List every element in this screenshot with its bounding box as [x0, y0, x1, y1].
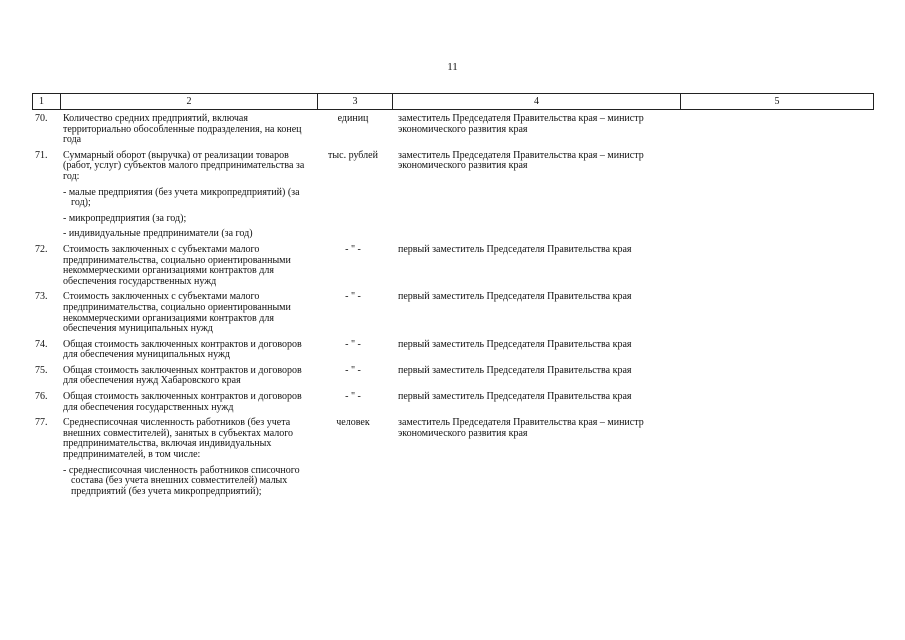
table-row — [32, 114, 874, 146]
table-row — [32, 366, 874, 387]
unit-of-measure: тыс. рублей — [328, 149, 378, 161]
indicator-name: Общая стоимость заключенных контрактов и договоров для обеспечения государственных нужд — [63, 391, 302, 413]
sub-item: - индивидуальные предприниматели (за год) — [63, 228, 253, 240]
indicator-name: Общая стоимость заключенных контрактов и договоров для обеспечения муниципальных нужд — [63, 338, 302, 361]
unit-of-measure: - " - — [345, 291, 361, 303]
responsible-official: заместитель Председателя Правительства края – министр экономического развития края — [398, 113, 644, 135]
table-body — [32, 114, 874, 502]
indicator-name: Стоимость заключенных с субъектами малого предпринимательства, социально ориентированными некоммерческими организациями контрактов для обеспечения муниципальных нужд — [63, 291, 291, 335]
unit-of-measure: - " - — [345, 364, 361, 376]
table-header — [32, 93, 874, 110]
indicator-name: Суммарный оборот (выручка) от реализации товаров (работ, услуг) субъектов малого предпринимательства за год: — [63, 149, 305, 182]
indicator-name: Среднесписочная численность работников (без учета внешних совместителей), занятых в субъектах малого предпринимательства, включая индивидуальных предпринимателей, в том числе: — [63, 417, 294, 461]
responsible-official: заместитель Председателя Правительства края – министр экономического развития края — [398, 417, 644, 439]
header-col-4: 4 — [392, 94, 680, 109]
indicator-name: Общая стоимость заключенных контрактов и договоров для обеспечения нужд Хабаровского края — [63, 364, 302, 387]
table-row — [32, 245, 874, 287]
table-row — [32, 292, 874, 334]
row-number: 73. — [35, 291, 48, 303]
header-col-3: 3 — [317, 94, 392, 109]
unit-of-measure: - " - — [345, 391, 361, 403]
table-row — [32, 340, 874, 361]
table-row — [32, 151, 874, 183]
row-number: 77. — [35, 417, 48, 429]
responsible-official: первый заместитель Председателя Правительства края — [398, 338, 632, 350]
sub-item: - малые предприятия (без учета микропредприятий) (за год); — [63, 186, 300, 209]
table-row — [32, 418, 874, 460]
indicator-name: Стоимость заключенных с субъектами малого предпринимательства, социально ориентированными некоммерческими организациями контрактов для обеспечения государственных нужд — [63, 243, 291, 287]
row-number: 74. — [35, 338, 48, 350]
responsible-official: заместитель Председателя Правительства края – министр экономического развития края — [398, 149, 644, 172]
sub-item: - микропредприятия (за год); — [63, 212, 187, 224]
row-number: 71. — [35, 149, 48, 161]
unit-of-measure: человек — [336, 417, 370, 429]
header-col-2: 2 — [60, 94, 317, 109]
unit-of-measure: - " - — [345, 338, 361, 350]
responsible-official: первый заместитель Председателя Правительства края — [398, 243, 632, 255]
row-number: 76. — [35, 391, 48, 403]
row-number: 72. — [35, 243, 48, 255]
sub-item-row — [32, 229, 874, 240]
row-number: 75. — [35, 364, 48, 376]
sub-item-row — [32, 466, 874, 498]
header-col-5: 5 — [680, 94, 874, 109]
indicator-name: Количество средних предприятий, включая территориально обособленные подразделения, на конец года — [63, 113, 302, 146]
responsible-official: первый заместитель Председателя Правительства края — [398, 291, 632, 303]
table-row — [32, 392, 874, 413]
sub-item: - среднесписочная численность работников списочного состава (без учета внешних совместителей) малых предприятий (без учета микропредприятий); — [63, 464, 300, 497]
sub-item-row — [32, 188, 874, 209]
page-number: 11 — [447, 61, 458, 73]
header-col-1: 1 — [32, 94, 60, 109]
responsible-official: первый заместитель Председателя Правительства края — [398, 364, 632, 376]
sub-item-row — [32, 214, 874, 225]
unit-of-measure: - " - — [345, 243, 361, 255]
responsible-official: первый заместитель Председателя Правительства края — [398, 391, 632, 403]
unit-of-measure: единиц — [337, 113, 369, 124]
row-number: 70. — [35, 113, 48, 124]
